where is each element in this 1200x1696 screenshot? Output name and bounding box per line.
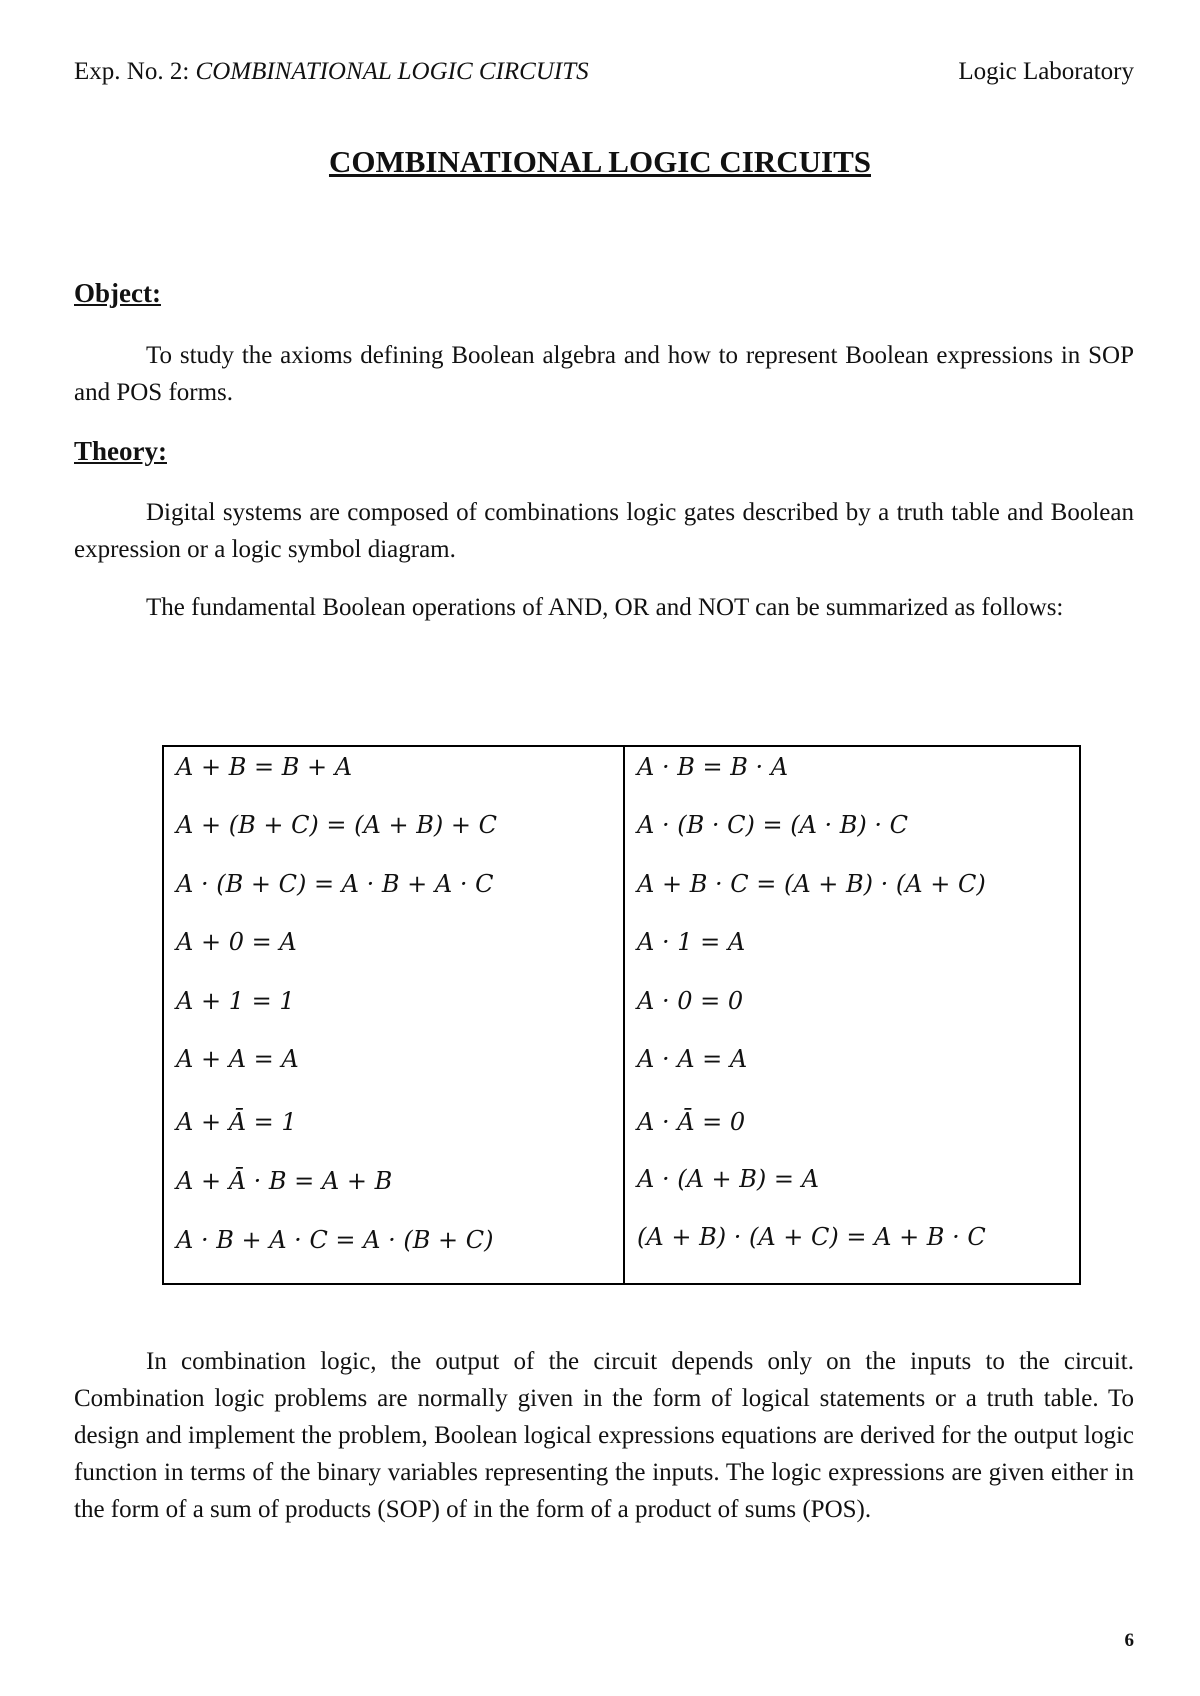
page-title: COMBINATIONAL LOGIC CIRCUITS <box>328 144 871 179</box>
header-exp-title: COMBINATIONAL LOGIC CIRCUITS <box>195 58 589 85</box>
axiom-left-3: A · (B + C) = A · B + A · C <box>176 870 494 898</box>
theory-paragraph-1: Digital systems are composed of combinations logic gates described by a truth table and Boolean expression or a logic symbol diagram. <box>74 499 1134 563</box>
object-text: To study the axioms defining Boolean algebra and how to represent Boolean expressions in SOP and POS forms. <box>74 342 1134 406</box>
axioms-left-column <box>164 747 625 1283</box>
axiom-right-1: A · B = B · A <box>637 753 789 781</box>
axiom-left-7: A + Ā = 1 <box>176 1108 297 1136</box>
object-heading: Object: <box>74 278 161 308</box>
axioms-right-column <box>625 747 1079 1283</box>
axiom-right-3: A + B · C = (A + B) · (A + C) <box>637 870 986 898</box>
axiom-left-5: A + 1 = 1 <box>176 987 295 1015</box>
header-exp-number: Exp. No. 2: <box>74 58 190 85</box>
axiom-left-8: A + Ā · B = A + B <box>176 1167 393 1195</box>
running-header-left <box>74 58 589 86</box>
theory-heading: Theory: <box>74 436 167 466</box>
running-header-right: Logic Laboratory <box>958 58 1134 85</box>
theory-paragraph-2: The fundamental Boolean operations of AND, OR and NOT can be summarized as follows: <box>146 594 1064 621</box>
axiom-left-4: A + 0 = A <box>176 928 297 956</box>
axiom-left-1: A + B = B + A <box>176 753 353 781</box>
boolean-axioms-table <box>162 745 1081 1285</box>
axiom-right-2: A · (B · C) = (A · B) · C <box>637 811 909 839</box>
theory-paragraph-3: In combination logic, the output of the circuit depends only on the inputs to the circuit. Combination logic problems are normally given in the form of logical statements or a truth table. To design and implement the problem, Boolean logical expressions equations are derived for the output logic function in terms of the binary variables representing the inputs. The logic expressions are given either in the form of a sum of products (SOP) of in the form of a product of sums (POS). <box>74 1348 1134 1523</box>
page-number: 6 <box>1124 1630 1134 1651</box>
axiom-right-6: A · A = A <box>637 1045 748 1073</box>
axiom-right-4: A · 1 = A <box>637 928 746 956</box>
axiom-right-5: A · 0 = 0 <box>637 987 744 1015</box>
axiom-left-2: A + (B + C) = (A + B) + C <box>176 811 497 839</box>
axiom-left-6: A + A = A <box>176 1045 299 1073</box>
axiom-right-9: (A + B) · (A + C) = A + B · C <box>637 1223 986 1251</box>
axiom-right-7: A · Ā = 0 <box>637 1108 746 1136</box>
axiom-left-9: A · B + A · C = A · (B + C) <box>176 1226 494 1254</box>
axiom-right-8: A · (A + B) = A <box>637 1165 819 1193</box>
